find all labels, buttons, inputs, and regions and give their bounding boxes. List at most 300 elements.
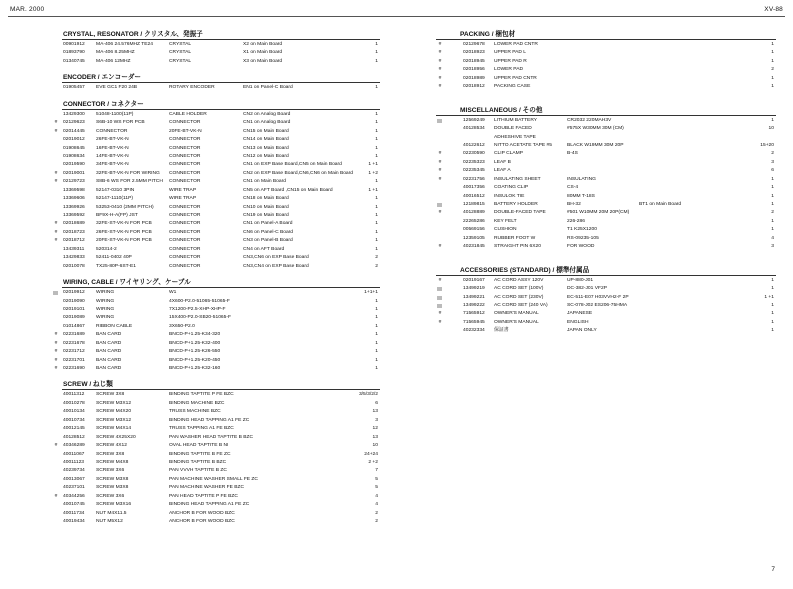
part-row — [54, 220, 380, 228]
part-description: LEAF B — [494, 159, 511, 165]
change-marker: # — [54, 332, 58, 338]
part-quantity: 1 — [375, 120, 378, 126]
part-quantity: 1 — [771, 277, 774, 283]
part-description: WIRING — [96, 298, 115, 304]
part-row — [436, 150, 776, 158]
part-description: RUBBER FOOT W — [494, 235, 536, 241]
part-name: PAN HEAD TAPTITE P FE BZC — [169, 493, 238, 499]
parts-list — [62, 84, 380, 92]
part-row — [62, 434, 380, 442]
part-quantity: 4 — [375, 502, 378, 508]
part-description: CONNECTOR — [96, 128, 128, 134]
change-marker: # — [438, 176, 442, 182]
part-remark: CN13 on Main Board — [243, 145, 289, 151]
part-quantity: 1 — [375, 315, 378, 321]
part-name: FOR WOOD — [567, 244, 595, 250]
part-name: CRYSTAL — [169, 58, 192, 64]
part-number: 02019089 — [63, 315, 85, 321]
part-row — [62, 263, 380, 271]
part-description: WIRING — [96, 306, 115, 312]
part-row — [436, 327, 776, 335]
part-description: UPPER PAD L — [494, 50, 526, 56]
part-description: RIBBON CABLE — [96, 323, 133, 329]
part-name: #575X W30MM 30M (CM) — [567, 126, 624, 132]
part-remark: CN4 on AFT Board — [243, 246, 285, 252]
part-number: 02018989 — [463, 75, 485, 81]
part-description: SCREW M3X12 — [96, 400, 132, 406]
part-row — [62, 400, 380, 408]
part-name: PAN WASHER HEAD TAPTITE B BZC — [169, 434, 254, 440]
part-name: BNCD-P+1.25-K32-400 — [169, 340, 221, 346]
part-name: BH-32 — [567, 202, 581, 207]
part-name: CONNECTOR — [169, 238, 201, 244]
part-description: CLIP CLAMP — [494, 151, 523, 157]
part-number: 13429300 — [63, 111, 85, 117]
part-quantity: 1 — [375, 111, 378, 117]
part-description: MA-406 8.25MHZ — [96, 50, 135, 56]
part-description: SCREW M4X14 — [96, 426, 132, 432]
part-number: 02129678 — [463, 42, 485, 47]
part-row — [436, 117, 776, 125]
part-number: 02019001 — [63, 170, 85, 176]
part-number: 12569249 — [463, 117, 485, 123]
part-name: 20FE-BT-VK-N — [169, 128, 202, 134]
part-name: BNCD-P+1.25-K20-450 — [169, 357, 221, 363]
part-name: BINDING MACHINE BZC — [169, 400, 225, 406]
header-rule — [8, 16, 785, 17]
part-row — [436, 218, 776, 226]
part-description: DOUBLE-FACED TAPE — [494, 210, 546, 216]
section-title: ENCODER / エンコーダー — [62, 73, 380, 83]
part-number: 02019090 — [63, 298, 85, 304]
part-quantity: 7 — [375, 468, 378, 474]
part-row — [62, 246, 380, 254]
part-row — [62, 84, 380, 92]
part-quantity: 1 — [771, 328, 774, 334]
part-number: 13369592 — [63, 213, 85, 218]
part-quantity: 1 — [375, 50, 378, 56]
change-marker-square — [437, 203, 442, 207]
part-quantity: 1 — [771, 202, 774, 207]
part-description: AC CORD SET (230V) — [494, 294, 544, 300]
part-quantity: 1 — [771, 218, 774, 224]
part-number: 02019167 — [463, 277, 485, 283]
part-remark: X3 on Main Board — [243, 58, 283, 64]
part-quantity: 1 +1 — [368, 187, 378, 193]
part-number: 02129723 — [63, 179, 85, 185]
part-quantity: 12 — [372, 426, 378, 432]
part-quantity: 1 — [771, 58, 774, 64]
part-row — [62, 161, 380, 169]
change-marker-square — [437, 287, 442, 291]
part-description: 16FE-BT-VK-N — [96, 145, 129, 151]
change-marker: # — [54, 170, 58, 176]
part-quantity: 2 — [375, 519, 378, 524]
part-name: 80MM T-18S — [567, 193, 595, 199]
part-row — [436, 285, 776, 293]
part-row — [62, 459, 380, 467]
part-row — [436, 226, 776, 234]
part-quantity: 1 — [375, 238, 378, 244]
part-name: BINDING TAPTITE B BZC — [169, 459, 227, 465]
part-row — [436, 66, 776, 74]
change-marker: # — [438, 244, 442, 250]
parts-list — [436, 117, 776, 252]
change-marker: # — [54, 120, 58, 126]
part-row — [436, 243, 776, 251]
part-number: 40128512 — [63, 434, 85, 440]
part-number: 02018923 — [463, 50, 485, 56]
part-row — [62, 467, 380, 475]
change-marker: # — [54, 443, 58, 449]
part-number: 40011067 — [63, 451, 85, 457]
part-quantity: 2 — [771, 151, 774, 157]
part-number: 22265286 — [463, 218, 485, 224]
part-quantity: 3/5/3/2/2 — [358, 392, 378, 398]
part-quantity: 2 +2 — [368, 459, 378, 465]
part-number: 02230590 — [463, 151, 485, 157]
section-packing — [436, 30, 776, 92]
part-row — [54, 170, 380, 178]
part-quantity: 1 — [375, 229, 378, 235]
part-number: 13439311 — [63, 246, 85, 252]
part-quantity: 10 — [372, 443, 378, 449]
part-name: ANCHOR B FOR WOOD BZC — [169, 519, 235, 524]
part-number: 12359105 — [463, 235, 485, 241]
part-row — [62, 136, 380, 144]
right-column — [436, 30, 776, 343]
part-quantity: 1 — [375, 128, 378, 134]
part-description: 26FE-ST-VK-N FOR PCB — [96, 229, 152, 235]
change-marker: # — [54, 128, 58, 134]
part-name: CONNECTOR — [169, 213, 201, 218]
change-marker: # — [438, 84, 442, 90]
part-description: AC CORD SET (240 VA) — [494, 302, 548, 308]
part-number: 02018912 — [463, 84, 485, 90]
part-number: 02231712 — [63, 349, 85, 355]
part-name: EC-511-E07 H03VVH2-F 2P — [567, 294, 629, 300]
part-number: 00569156 — [463, 227, 485, 233]
part-quantity: 1 — [375, 298, 378, 304]
part-remark: CN1 on Main Board — [243, 179, 286, 185]
part-number: 40011312 — [63, 392, 85, 398]
part-name: BLACK W19MM 30M 20P — [567, 142, 624, 148]
part-description: INSULATING SHEET — [494, 176, 541, 182]
part-number: 40019434 — [63, 519, 85, 524]
part-row — [54, 442, 380, 450]
part-quantity: 5 — [375, 476, 378, 482]
part-number: 02010078 — [63, 263, 85, 269]
part-number: 40011123 — [63, 459, 85, 465]
part-description: S8B-6 WS FOR 2.5MM PITCH — [96, 179, 163, 185]
change-marker: # — [54, 357, 58, 363]
part-number: 01893790 — [63, 50, 85, 56]
part-name: JAPAN ONLY — [567, 328, 597, 334]
part-description: SCREW M3X8 — [96, 485, 129, 491]
part-number: 12189815 — [463, 202, 485, 207]
part-number: 02231756 — [463, 176, 485, 182]
section-title: CRYSTAL, RESONATOR / クリスタル、発振子 — [62, 30, 380, 40]
part-name: CONNECTOR — [169, 229, 201, 235]
part-description: UPPER PAD CNTR — [494, 75, 537, 81]
section-title: SCREW / ねじ類 — [62, 380, 380, 390]
part-name: 15X400-P2.0-SB20-51065-F — [169, 315, 231, 321]
part-remark: CN2 on EXP Base Board,CN6,CN6 on Main Board — [243, 170, 354, 176]
part-row — [62, 391, 380, 399]
part-description: KEY FELT — [494, 218, 517, 224]
part-quantity: 1 — [375, 179, 378, 185]
part-quantity: 1 — [771, 75, 774, 81]
part-row — [436, 75, 776, 83]
part-description: NUT M5X12 — [96, 519, 123, 524]
part-quantity: 1 — [375, 340, 378, 346]
part-quantity: 1 — [375, 85, 378, 91]
part-number: 13499221 — [463, 294, 485, 300]
part-remark: CN6 on Panel-C Board — [243, 229, 294, 235]
part-description: PACKING CASE — [494, 84, 531, 90]
part-number: 13369926 — [63, 204, 85, 210]
part-quantity: 1 — [375, 196, 378, 202]
part-row — [436, 83, 776, 91]
part-row — [62, 484, 380, 492]
section-title: WIRING, CABLE / ワイヤリング、ケーブル — [62, 278, 380, 288]
part-description: LITHIUM BATTERY — [494, 117, 538, 123]
part-name: 3X650-P2.0 — [169, 323, 195, 329]
part-quantity: 1 — [771, 193, 774, 199]
part-description: BAN CARD — [96, 366, 122, 371]
part-quantity: 1 — [771, 176, 774, 182]
part-quantity: 1 — [375, 357, 378, 363]
part-number: 40231845 — [463, 244, 485, 250]
part-row — [54, 340, 380, 348]
part-description: 34FE-BT-VK-N — [96, 162, 129, 168]
part-row — [62, 254, 380, 262]
part-number: 40011734 — [63, 510, 85, 516]
part-number: 01014867 — [63, 323, 85, 329]
part-description: AC CORD SET (100V) — [494, 286, 544, 292]
part-row — [436, 58, 776, 66]
part-number: 40237101 — [63, 485, 85, 491]
part-row — [62, 425, 380, 433]
section-crystal — [62, 30, 380, 66]
part-name: BNCD-P+1.25-K26-550 — [169, 349, 221, 355]
part-number: 02019101 — [63, 306, 85, 312]
part-quantity: 4 — [771, 235, 774, 241]
part-row — [436, 294, 776, 302]
part-name: CONNECTOR — [169, 204, 201, 210]
part-number: 40128889 — [463, 210, 485, 216]
part-row — [62, 204, 380, 212]
part-description: MA-406 12MHZ — [96, 58, 131, 64]
part-number: 01908645 — [63, 145, 85, 151]
part-number: 02235345 — [463, 168, 485, 174]
part-row — [436, 310, 776, 318]
part-description: SCREW M3X12 — [96, 417, 132, 423]
part-row — [62, 145, 380, 153]
part-remark: CN1 on Panel-A Board — [243, 221, 293, 227]
part-quantity: 1 — [771, 227, 774, 233]
part-row — [54, 119, 380, 127]
part-quantity: 1 — [375, 213, 378, 218]
part-remark: CN10 on Main Board — [243, 204, 289, 210]
part-remark: CN2 on Analog Board — [243, 111, 291, 117]
part-row — [62, 195, 380, 203]
part-name: CS-4 — [567, 185, 579, 191]
part-number: 40239734 — [63, 468, 85, 474]
part-row — [436, 167, 776, 175]
part-remark: CN3,CN4 on EXP Base Board — [243, 263, 309, 269]
part-description: BAN CARD — [96, 332, 122, 338]
change-marker: # — [438, 311, 442, 317]
part-name: UP-880-J01 — [567, 277, 594, 283]
change-marker: # — [438, 319, 442, 325]
part-quantity: 6 — [771, 168, 774, 174]
part-description: 52147-0310 3PIN — [96, 187, 135, 193]
part-name: WIRE TRAP — [169, 196, 197, 202]
part-description: OWNER'S MANUAL — [494, 319, 539, 325]
part-name: W1 — [169, 290, 177, 296]
change-marker-square — [53, 291, 58, 295]
part-quantity: 1 — [375, 145, 378, 151]
part-quantity: 1 — [375, 246, 378, 252]
part-number: 02018956 — [463, 67, 485, 73]
part-row — [436, 319, 776, 327]
part-name: RS-09235-105 — [567, 235, 599, 241]
part-row — [62, 298, 380, 306]
section-screw — [54, 380, 380, 526]
part-description: STRAIGHT PIN 6X20 — [494, 244, 541, 250]
part-name: #501 W10MM 20M 20P(CM) — [567, 210, 630, 216]
part-quantity: 2 — [771, 67, 774, 73]
section-encoder — [62, 73, 380, 92]
part-row — [436, 302, 776, 310]
part-description: CUSHION — [494, 227, 517, 233]
part-name: CONNECTOR — [169, 137, 201, 143]
part-remark: BT1 on Main Board — [639, 202, 682, 207]
part-quantity: 1 — [375, 332, 378, 338]
left-column — [54, 30, 380, 533]
part-description: 20FE-ST-VK-N FOR PCB — [96, 238, 152, 244]
part-row — [436, 193, 776, 201]
part-number: 40013067 — [63, 476, 85, 482]
part-quantity: 1 — [771, 302, 774, 308]
parts-list — [54, 111, 380, 271]
part-row — [436, 159, 776, 167]
change-marker: # — [54, 238, 58, 244]
part-description: BAN CARD — [96, 349, 122, 355]
part-quantity: 3 — [771, 159, 774, 165]
part-description: 26FE-BT-VK-N — [96, 137, 129, 143]
part-remark: X2 on Main Board — [243, 42, 283, 47]
part-row — [62, 49, 380, 57]
part-row — [54, 348, 380, 356]
part-number: 40232334 — [463, 328, 485, 334]
part-row — [62, 323, 380, 331]
section-wiring — [54, 278, 380, 373]
change-marker: # — [438, 75, 442, 81]
section-title: PACKING / 梱包材 — [436, 30, 776, 40]
part-name: BINDING HEAD TAPPING A1 FE ZC — [169, 417, 250, 423]
part-description: BATTERY HOLDER — [494, 202, 538, 207]
part-name: CONNECTOR — [169, 162, 201, 168]
part-name: CABLE HOLDER — [169, 111, 207, 117]
part-name: CONNECTOR — [169, 179, 201, 185]
part-name: CR2032 220MAH3V — [567, 117, 612, 123]
part-description: 52147-1110(11P) — [96, 196, 133, 202]
part-row — [436, 201, 776, 209]
part-description: S6B-10 WS FOR PCB — [96, 120, 145, 126]
part-row — [436, 125, 776, 133]
part-row — [54, 237, 380, 245]
part-name: TRUSS MACHINE BZC — [169, 409, 221, 415]
parts-list — [54, 289, 380, 373]
part-description: OWNER'S MANUAL — [494, 311, 539, 317]
part-remark: CN3 on Panel-B Board — [243, 238, 293, 244]
part-name: BINDING HEAD TAPPING A1 FE ZC — [169, 502, 250, 508]
parts-list — [62, 41, 380, 66]
part-number: 13499219 — [463, 286, 485, 292]
part-number: 40346289 — [63, 443, 85, 449]
change-marker: # — [54, 340, 58, 346]
part-description: INSULOK TIE — [494, 193, 525, 199]
part-number: 02129623 — [63, 120, 85, 126]
change-marker-square — [437, 296, 442, 300]
part-description: SCREW 3X8 — [96, 392, 125, 398]
part-row — [54, 178, 380, 186]
section-accessories — [436, 266, 776, 336]
part-description: SCREW M3X8 — [96, 476, 129, 482]
part-quantity: 1 — [375, 204, 378, 210]
part-number: 71565945 — [463, 319, 485, 325]
part-number: 02019590 — [63, 162, 85, 168]
part-remark: CN3,CN6 on EXP Base Board — [243, 255, 309, 261]
part-quantity: 1+1+1 — [364, 290, 378, 296]
part-quantity: 1 — [375, 137, 378, 143]
part-name: JAPANESE — [567, 311, 593, 317]
part-description: LEAF A — [494, 168, 511, 174]
part-row — [62, 111, 380, 119]
part-name: SC-078-J02 ES206-75HMA — [567, 302, 628, 308]
part-name: 4X600-P2.0-51065-51065-F — [169, 298, 230, 304]
part-quantity: 1 — [375, 306, 378, 312]
part-quantity: 3 — [771, 244, 774, 250]
part-quantity: 1 — [375, 366, 378, 371]
part-quantity: 13 — [372, 409, 378, 415]
part-description: WIRING — [96, 290, 115, 296]
parts-list — [436, 277, 776, 336]
change-marker: # — [54, 179, 58, 185]
part-name: PAN MACHINE WASHER SMALL FE ZC — [169, 476, 258, 482]
part-row — [62, 476, 380, 484]
part-number: 02231689 — [63, 332, 85, 338]
part-description: 520314-2 — [96, 246, 117, 252]
part-row — [62, 289, 380, 297]
part-number: 00901912 — [63, 42, 85, 47]
part-quantity: 1 — [375, 42, 378, 47]
parts-list — [54, 391, 380, 526]
part-row — [54, 365, 380, 373]
part-quantity: 1 +1 — [368, 162, 378, 168]
change-marker-square — [437, 119, 442, 123]
header-date: MAR. 2000 — [10, 6, 45, 13]
part-remark: CN14 on Main Board — [243, 137, 289, 143]
part-quantity: 13 — [372, 434, 378, 440]
part-number: 01905457 — [63, 85, 85, 91]
part-name: 7X1200-P2.5-XHP-XHP-F — [169, 306, 226, 312]
part-quantity: 2 — [375, 263, 378, 269]
part-number: 02019012 — [63, 137, 85, 143]
part-row — [62, 314, 380, 322]
